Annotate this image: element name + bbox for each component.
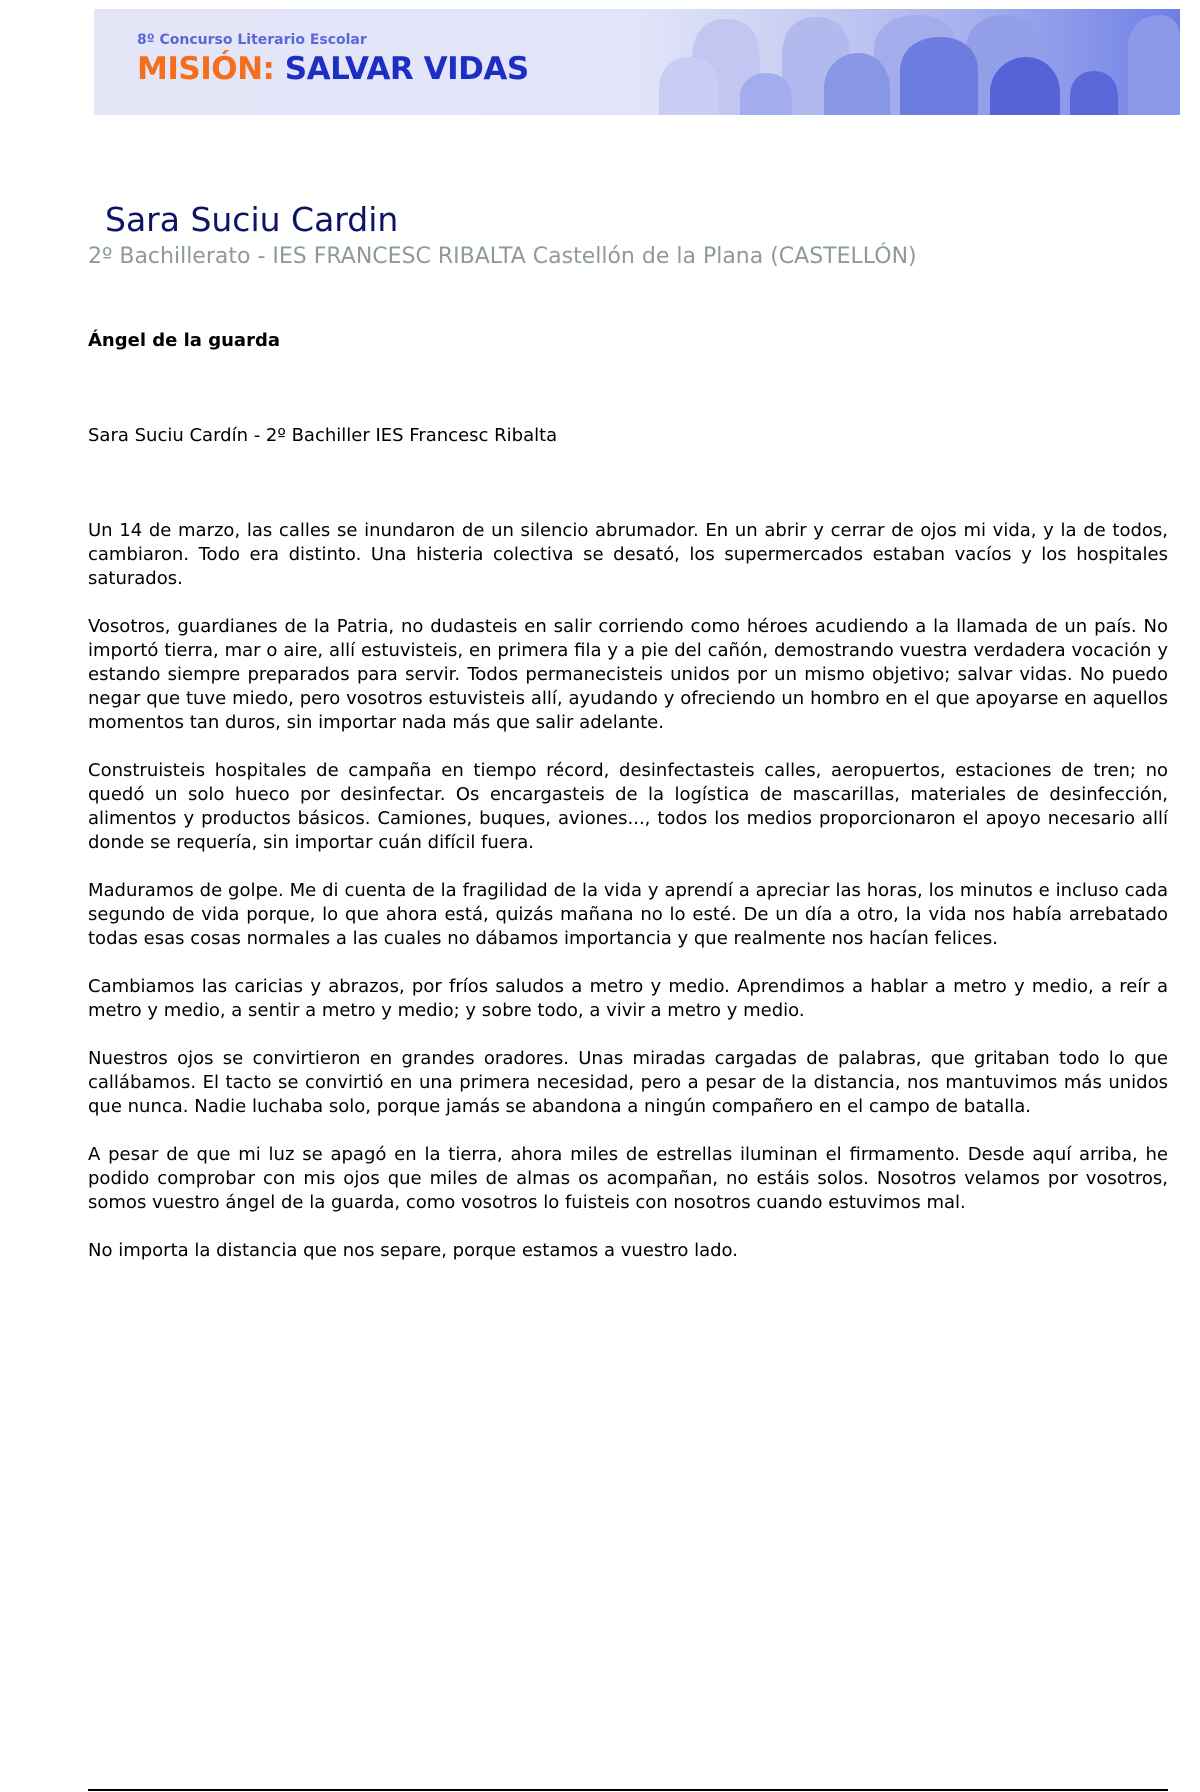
body-paragraph: Maduramos de golpe. Me di cuenta de la fragilidad de la vida y aprendí a apreciar las horas, los minutos e incluso cada segundo de vida porque, lo que ahora está, quizás mañana no lo esté. De un día a otro, la vida nos había arrebatado todas esas cosas normales a las cuales no dábamos importancia y que realmente nos hacían felices. bbox=[88, 880, 1168, 949]
body-paragraph: Cambiamos las caricias y abrazos, por fríos saludos a metro y medio. Aprendimos a hablar a metro y medio, a reír a metro y medio, a sentir a metro y medio; y sobre todo, a vivir a metro y medio. bbox=[88, 976, 1168, 1021]
contest-edition-label: 8º Concurso Literario Escolar bbox=[137, 32, 367, 48]
contest-banner bbox=[94, 9, 1180, 115]
headline-mision: MISIÓN: bbox=[137, 51, 275, 87]
body-paragraph: Un 14 de marzo, las calles se inundaron de un silencio abrumador. En un abrir y cerrar de ojos mi vida, y la de todos, cambiaron. Todo era distinto. Una histeria colectiva se desató, los supermercados estaban vacíos y los hospitales saturados. bbox=[88, 520, 1168, 589]
body-paragraph: Vosotros, guardianes de la Patria, no dudasteis en salir corriendo como héroes acudiendo a la llamada de un país. No importó tierra, mar o aire, allí estuvisteis, en primera fila y a pie del cañón, demostrando vuestra verdadera vocación y estando siempre preparados para servir. Todos permanecisteis unidos por un mismo objetivo; salvar vidas. No puedo negar que tuve miedo, pero vosotros estuvisteis allí, ayudando y ofreciendo un hombro en el que apoyarse en aquellos momentos tan duros, sin importar nada más que salir adelante. bbox=[88, 616, 1168, 733]
author-school-line: 2º Bachillerato - IES FRANCESC RIBALTA Castellón de la Plana (CASTELLÓN) bbox=[88, 244, 917, 269]
contest-headline bbox=[137, 51, 529, 87]
footer-divider bbox=[88, 1789, 1168, 1791]
body-paragraph: No importa la distancia que nos separe, porque estamos a vuestro lado. bbox=[88, 1240, 738, 1261]
work-byline: Sara Suciu Cardín - 2º Bachiller IES Francesc Ribalta bbox=[88, 425, 558, 446]
headline-salvar-vidas: SALVAR VIDAS bbox=[284, 51, 529, 87]
work-body bbox=[88, 519, 1168, 1287]
body-paragraph: Nuestros ojos se convirtieron en grandes oradores. Unas miradas cargadas de palabras, que gritaban todo lo que callábamos. El tacto se convirtió en una primera necesidad, pero a pesar de la distancia, nos mantuvimos más unidos que nunca. Nadie luchaba solo, porque jamás se abandona a ningún compañero en el campo de batalla. bbox=[88, 1048, 1168, 1117]
body-paragraph: Construisteis hospitales de campaña en tiempo récord, desinfectasteis calles, aeropuertos, estaciones de tren; no quedó un solo hueco por desinfectar. Os encargasteis de la logística de mascarillas, materiales de desinfección, alimentos y productos básicos. Camiones, buques, aviones..., todos los medios proporcionaron el apoyo necesario allí donde se requería, sin importar cuán difícil fuera. bbox=[88, 760, 1168, 853]
author-name: Sara Suciu Cardin bbox=[105, 200, 399, 239]
work-title: Ángel de la guarda bbox=[88, 330, 280, 351]
body-paragraph: A pesar de que mi luz se apagó en la tierra, ahora miles de estrellas iluminan el firmamento. Desde aquí arriba, he podido comprobar con mis ojos que miles de almas os acompañan, no estáis solos. Nosotros velamos por vosotros, somos vuestro ángel de la guarda, como vosotros lo fuisteis con nosotros cuando estuvimos mal. bbox=[88, 1144, 1168, 1213]
